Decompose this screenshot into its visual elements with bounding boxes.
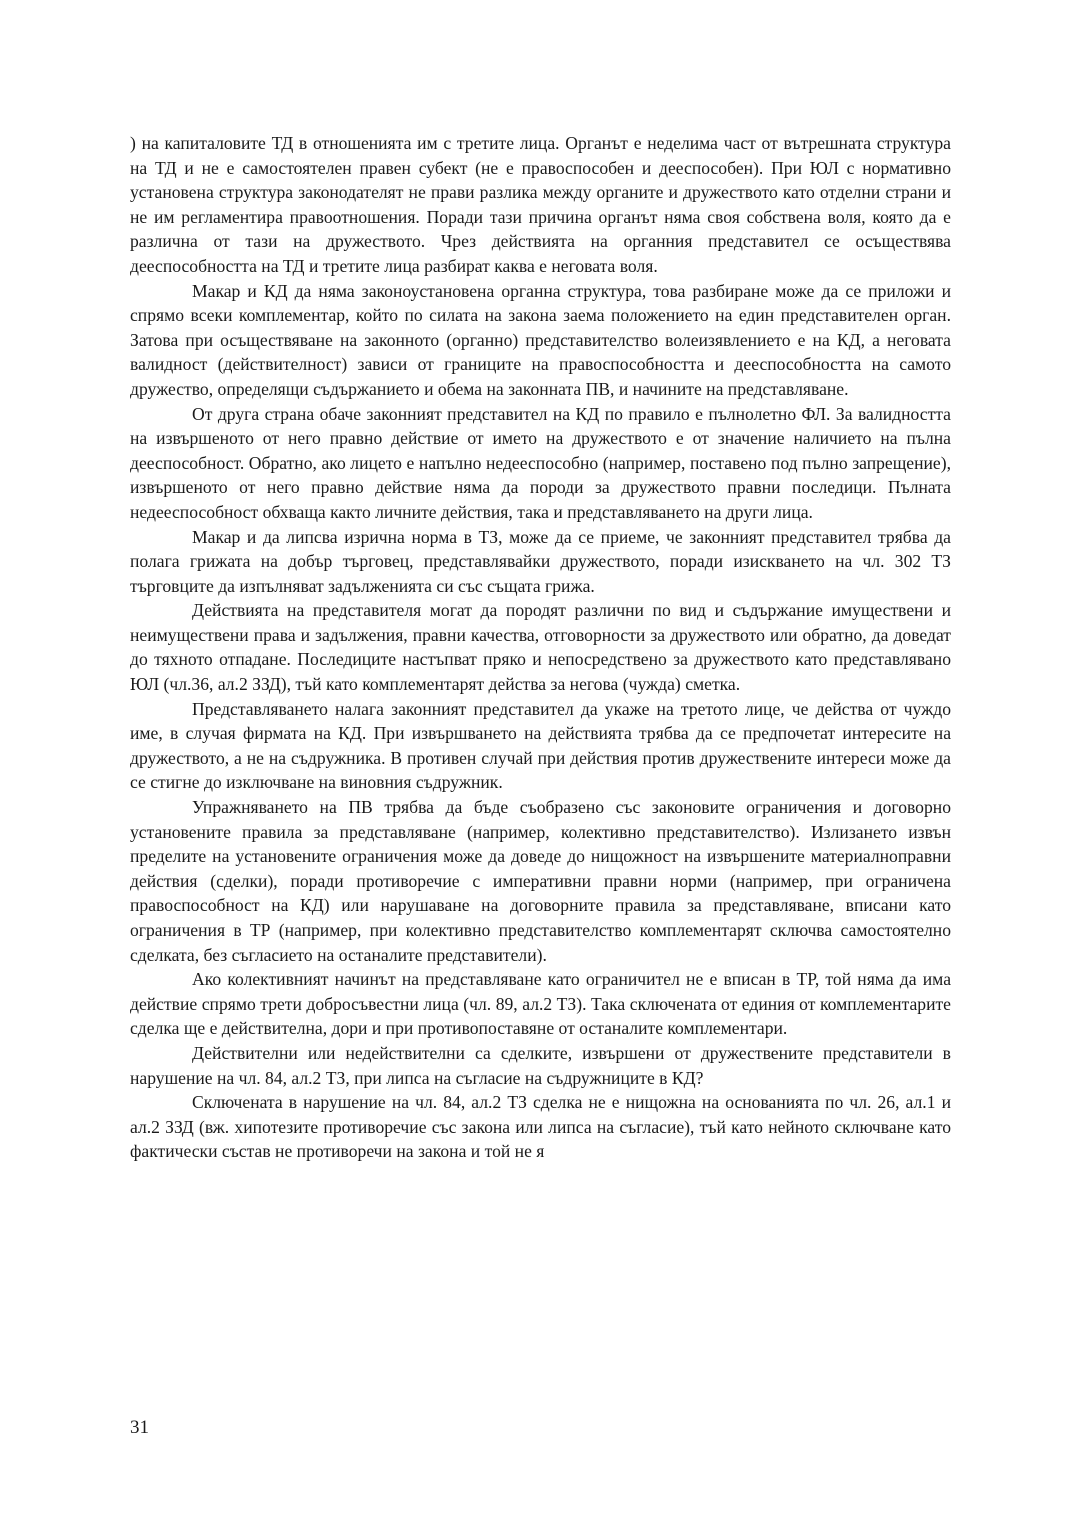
paragraph: Упражняването на ПВ трябва да бъде съобразено със законовите ограничения и договорно установените правила за представляване (например, колективно представителство). Излизането извън пределите на установените ограничения може да доведе до нищожност на извършените материалноправни действия (сделки), поради противоречие с императивни правни норми (например, при ограничена правоспособност на КД) или нарушаване на договорните правила за представляване, вписани като ограничения в ТР (например, при колективно представителство комплементарят сключва самостоятелно сделката, без съгласието на останалите представители). — [130, 797, 951, 965]
paragraph: Действителни или недействителни са сделките, извършени от дружествените представители в нарушение на чл. 84, ал.2 ТЗ, при липса на съгласие на съдружниците в КД? — [130, 1042, 951, 1088]
paragraph: Ако колективният начинът на представляване като ограничител не е вписан в ТР, той няма да има действие спрямо трети добросъвестни лица (чл. 89, ал.2 ТЗ). Така сключената от единия от комплементарите сделка ще е действителна, дори и при противопоставяне от останалите комплементари. — [130, 969, 951, 1039]
paragraph-continuation: ) на капиталовите ТД в отношенията им с третите лица. Органът е неделима част от вътрешната структура на ТД и не е самостоятелен правен субект (не е правоспособен и дееспособен). При ЮЛ с нормативно установена структура законодателят не прави разлика между органите и дружеството като отделни страни и не им регламентира правоотношения. Поради тази причина органът няма своя собствена воля, която да е различна от тази на дружеството. Чрез действията на органния представител се осъществява дееспособността на ТД и третите лица разбират каква е неговата воля. — [130, 133, 951, 276]
paragraph: От друга страна обаче законният представител на КД по правило е пълнолетно ФЛ. За валидността на извършеното от него правно действие от името на дружеството е от значение наличието на пълна дееспособност. Обратно, ако лицето е напълно недееспособно (например, поставено под пълно запрещение), извършеното от него правно действие няма да породи за дружеството правни последици. Пълната недееспособност обхваща както личните действия, така и представляването на други лица. — [130, 403, 951, 522]
paragraph: Представляването налага законният представител да укаже на третото лице, че действа от чуждо име, в случая фирмата на КД. При извършването на действията трябва да се предпочетат интересите на дружеството, а не на съдружника. В противен случай при действия против дружествените интереси може да се стигне до изключване на виновния съдружник. — [130, 698, 951, 793]
paragraph: Макар и да липсва изрична норма в ТЗ, може да се приеме, че законният представител трябва да полага грижата на добър търговец, представлявайки дружеството, поради изискването на чл. 302 ТЗ търговците да изпълняват задълженията си със същата грижа. — [130, 526, 951, 596]
paragraph: Действията на представителя могат да породят различни по вид и съдържание имуществени и неимуществени права и задължения, правни качества, отговорности за дружеството или обратно, да доведат до тяхното отпадане. Последиците настъпват пряко и непосредствено за дружеството като представлявано ЮЛ (чл.36, ал.2 ЗЗД), тъй като комплементарят действа за негова (чужда) сметка. — [130, 600, 951, 695]
paragraph: Сключената в нарушение на чл. 84, ал.2 ТЗ сделка не е нищожна на основанията по чл. 26, ал.1 и ал.2 ЗЗД (вж. хипотезите противоречие със закона или липса на съгласие), тъй като нейното сключване като фактически състав не противоречи на закона и той не я — [130, 1092, 951, 1162]
body-text — [130, 131, 951, 1164]
page-number: 31 — [130, 1417, 149, 1438]
paragraph: Макар и КД да няма законоустановена органна структура, това разбиране може да се приложи и спрямо всеки комплементар, който по силата на закона заема положението на един представителен орган. Затова при осъществяване на законното (органно) представителство волеизявлението е на КД, а неговата валидност (действителност) зависи от границите на правоспособността и дееспособността на самото дружество, определящи съдържанието и обема на законната ПВ, и начините на представляване. — [130, 280, 951, 399]
